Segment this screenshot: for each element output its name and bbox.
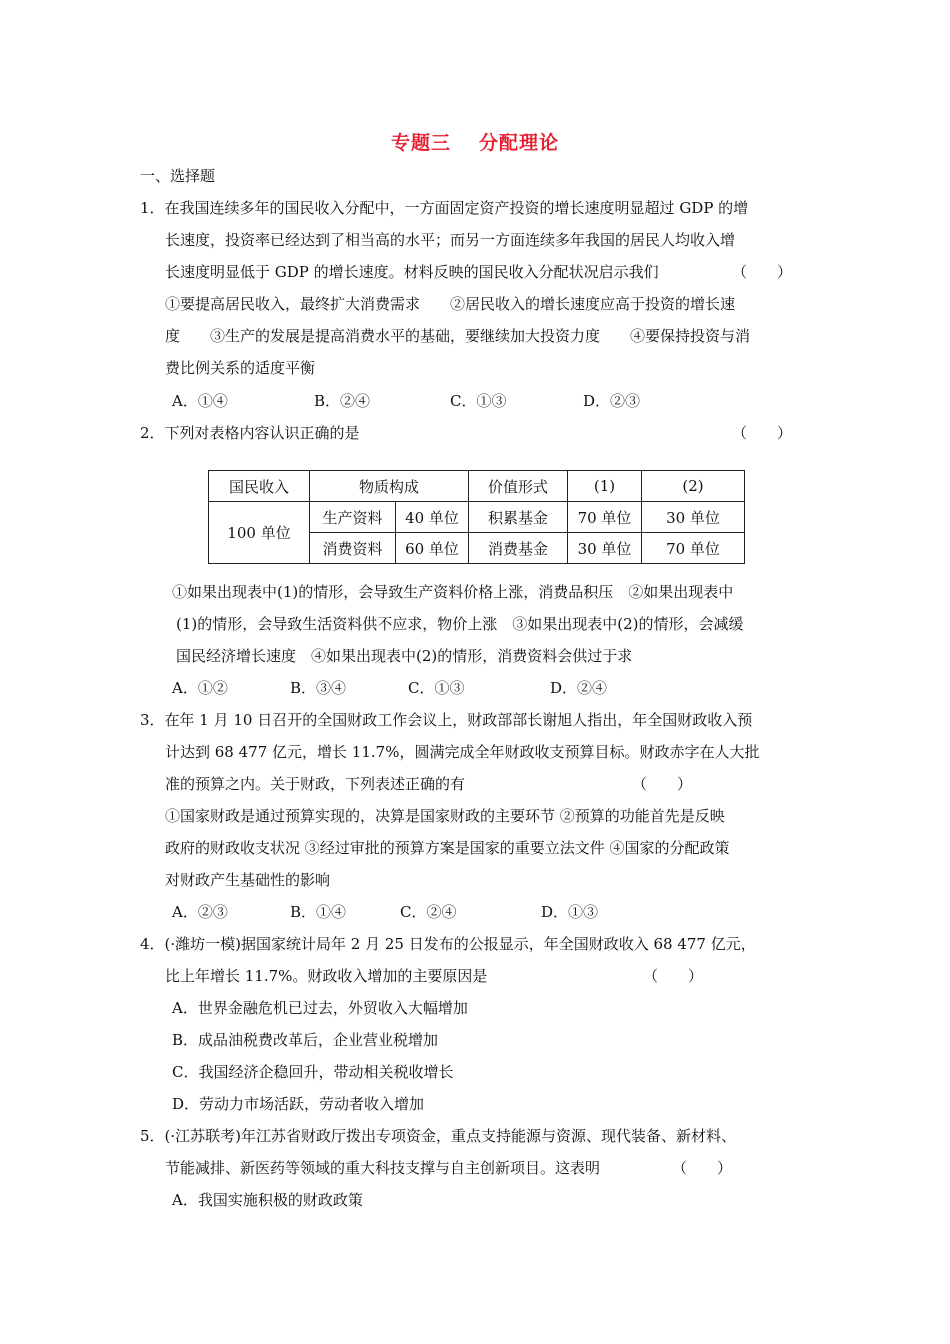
question-line: 1．在我国连续多年的国民收入分配中，一方面固定资产投资的增长速度明显超过 GDP 的增 <box>140 199 749 217</box>
table-cell: 60 单位 <box>396 533 469 564</box>
option-a[interactable]: A．我国实施积极的财政政策 <box>172 1191 363 1209</box>
table-cell: 30 单位 <box>642 502 745 533</box>
question-line: 长速度，投资率已经达到了相当高的水平；而另一方面连续多年我国的居民人均收入增 <box>165 231 736 249</box>
option-c[interactable]: C．①③ <box>408 679 465 697</box>
option-a[interactable]: A．②③ <box>172 903 228 921</box>
statement-line: 政府的财政收支状况 ③经过审批的预算方案是国家的重要立法文件 ④国家的分配政策 <box>165 839 730 857</box>
option-c[interactable]: C．②④ <box>400 903 457 921</box>
statement-line: 费比例关系的适度平衡 <box>165 359 316 377</box>
answer-blank[interactable]: （ ） <box>632 775 693 793</box>
answer-blank[interactable]: （ ） <box>732 263 793 281</box>
table-header-cell: 物质构成 <box>310 471 469 502</box>
option-d[interactable]: D．②④ <box>550 679 608 697</box>
section-heading: 一、选择题 <box>140 167 216 185</box>
question-line: 准的预算之内。关于财政，下列表述正确的有 <box>165 775 466 793</box>
statement-line: 国民经济增长速度 ④如果出现表中(2)的情形，消费资料会供过于求 <box>176 647 633 665</box>
table-header-cell: (1) <box>568 471 642 502</box>
table-cell: 40 单位 <box>396 502 469 533</box>
question-line: 计达到 68 477 亿元，增长 11.7%，圆满完成全年财政收支预算目标。财政赤字在人大批 <box>165 743 760 761</box>
option-a[interactable]: A．①④ <box>172 392 228 410</box>
statement-line: (1)的情形，会导致生活资料供不应求，物价上涨 ③如果出现表中(2)的情形，会减缓 <box>176 615 744 633</box>
title-part-2: 分配理论 <box>479 132 560 154</box>
statement-line: 对财政产生基础性的影响 <box>165 871 331 889</box>
table-cell: 70 单位 <box>568 502 642 533</box>
option-d[interactable]: D．②③ <box>583 392 641 410</box>
option-d[interactable]: D．劳动力市场活跃，劳动者收入增加 <box>172 1095 425 1113</box>
question-line: 比上年增长 11.7%。财政收入增加的主要原因是 <box>165 967 488 985</box>
table-header-cell: (2) <box>642 471 745 502</box>
table-cell: 生产资料 <box>310 502 396 533</box>
table-cell: 30 单位 <box>568 533 642 564</box>
table-cell: 消费资料 <box>310 533 396 564</box>
answer-blank[interactable]: （ ） <box>672 1159 733 1177</box>
question-line: 节能减排、新医药等领域的重大科技支撑与自主创新项目。这表明 <box>165 1159 601 1177</box>
answer-blank[interactable]: （ ） <box>643 967 704 985</box>
option-b[interactable]: B．成品油税费改革后，企业营业税增加 <box>172 1031 439 1049</box>
answer-blank[interactable]: （ ） <box>732 424 793 442</box>
table-cell: 70 单位 <box>642 533 745 564</box>
option-c[interactable]: C．①③ <box>450 392 507 410</box>
question-line: 2．下列对表格内容认识正确的是 <box>140 424 360 442</box>
option-c[interactable]: C．我国经济企稳回升，带动相关税收增长 <box>172 1063 454 1081</box>
option-b[interactable]: B．②④ <box>314 392 371 410</box>
option-b[interactable]: B．③④ <box>290 679 347 697</box>
statement-line: ①国家财政是通过预算实现的，决算是国家财政的主要环节 ②预算的功能首先是反映 <box>165 807 725 825</box>
question-line: 4．(·潍坊一模)据国家统计局年 2 月 25 日发布的公报显示，年全国财政收入 68 477 亿元， <box>140 935 756 953</box>
option-d[interactable]: D．①③ <box>541 903 599 921</box>
question-line: 长速度明显低于 GDP 的增长速度。材料反映的国民收入分配状况启示我们 <box>165 263 659 281</box>
option-b[interactable]: B．①④ <box>290 903 347 921</box>
title-part-1: 专题三 <box>390 132 451 154</box>
table-header-row <box>209 471 745 502</box>
question-line: 3．在年 1 月 10 日召开的全国财政工作会议上，财政部部长谢旭人指出，年全国财政收入预 <box>140 711 753 729</box>
table-cell: 积累基金 <box>469 502 568 533</box>
question-line: 5．(·江苏联考)年江苏省财政厅拨出专项资金，重点支持能源与资源、现代装备、新材料、 <box>140 1127 737 1145</box>
table-cell: 100 单位 <box>209 502 310 564</box>
table-header-cell: 价值形式 <box>469 471 568 502</box>
table-header-cell: 国民收入 <box>209 471 310 502</box>
page-title <box>0 128 950 155</box>
option-a[interactable]: A．①② <box>172 679 228 697</box>
statement-line: ①如果出现表中(1)的情形，会导致生产资料价格上涨，消费品积压 ②如果出现表中 <box>172 583 734 601</box>
table-row <box>209 502 745 533</box>
option-a[interactable]: A．世界金融危机已过去，外贸收入大幅增加 <box>172 999 468 1017</box>
statement-line: ①要提高居民收入，最终扩大消费需求 ②居民收入的增长速度应高于投资的增长速 <box>165 295 736 313</box>
income-table <box>208 470 745 564</box>
statement-line: 度 ③生产的发展是提高消费水平的基础，要继续加大投资力度 ④要保持投资与消 <box>165 327 751 345</box>
table-cell: 消费基金 <box>469 533 568 564</box>
